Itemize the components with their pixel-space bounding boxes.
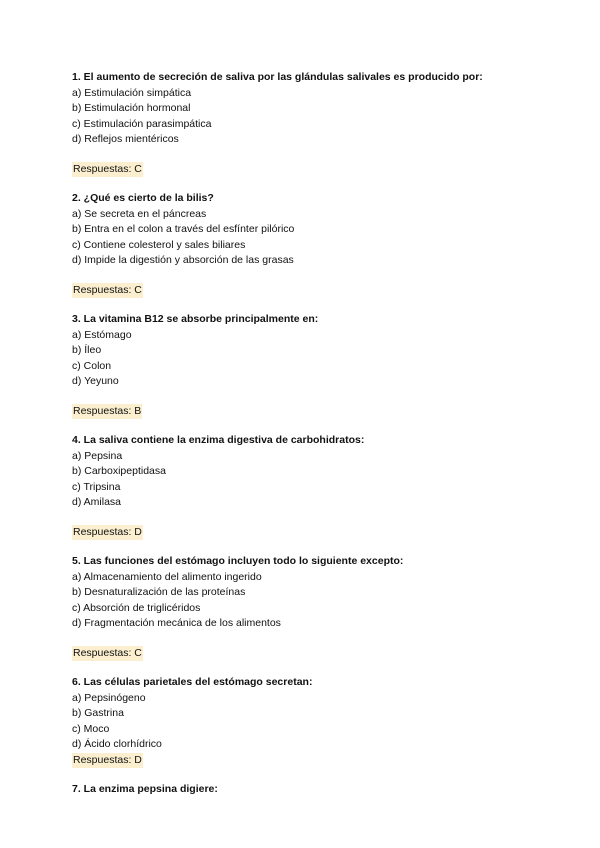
option-b: b) Carboxipeptidasa bbox=[72, 465, 166, 477]
question-title: 6. Las células parietales del estómago secretan: bbox=[72, 676, 313, 688]
option-c: c) Absorción de triglicéridos bbox=[72, 601, 201, 614]
answer-highlight: Respuestas: C bbox=[72, 646, 143, 662]
option-c: c) Contiene colesterol y sales biliares bbox=[72, 238, 246, 251]
option-d: d) Amilasa bbox=[72, 496, 122, 508]
question-title: 1. El aumento de secreción de saliva por las glándulas salivales es producido por: bbox=[72, 71, 483, 83]
option-b: b) Entra en el colon a través del esfínter pilórico bbox=[72, 223, 295, 235]
answer-highlight: Respuestas: D bbox=[72, 753, 143, 769]
question-title: 3. La vitamina B12 se absorbe principalmente en: bbox=[72, 313, 319, 325]
question-title: 7. La enzima pepsina digiere: bbox=[72, 783, 218, 795]
answer-highlight: Respuestas: B bbox=[72, 404, 142, 420]
option-b: b) Gastrina bbox=[72, 707, 124, 719]
answer-highlight: Respuestas: C bbox=[72, 162, 143, 178]
answer-highlight: Respuestas: C bbox=[72, 283, 143, 299]
option-a: a) Almacenamiento del alimento ingerido bbox=[72, 570, 262, 583]
answer-highlight: Respuestas: D bbox=[72, 525, 143, 541]
option-c: c) Moco bbox=[72, 722, 110, 735]
question-2 bbox=[72, 191, 552, 312]
option-a: a) Estimulación simpática bbox=[72, 86, 192, 99]
question-5 bbox=[72, 554, 552, 675]
question-1 bbox=[72, 70, 552, 191]
option-d: d) Yeyuno bbox=[72, 375, 119, 387]
question-7 bbox=[72, 782, 552, 798]
option-d: d) Impide la digestión y absorción de las grasas bbox=[72, 254, 294, 266]
option-a: a) Pepsinógeno bbox=[72, 691, 146, 704]
question-4 bbox=[72, 433, 552, 554]
option-b: b) Desnaturalización de las proteínas bbox=[72, 586, 246, 598]
option-a: a) Estómago bbox=[72, 328, 132, 341]
option-d: d) Fragmentación mecánica de los alimentos bbox=[72, 617, 281, 629]
question-3 bbox=[72, 312, 552, 433]
document-page bbox=[72, 70, 552, 798]
option-d: d) Ácido clorhídrico bbox=[72, 738, 162, 750]
option-c: c) Colon bbox=[72, 359, 112, 372]
option-a: a) Se secreta en el páncreas bbox=[72, 207, 207, 220]
question-6 bbox=[72, 675, 552, 782]
question-title: 5. Las funciones del estómago incluyen todo lo siguiente excepto: bbox=[72, 555, 404, 567]
option-a: a) Pepsina bbox=[72, 449, 123, 462]
question-title: 4. La saliva contiene la enzima digestiva de carbohidratos: bbox=[72, 434, 365, 446]
question-title: 2. ¿Qué es cierto de la bilis? bbox=[72, 192, 214, 204]
option-d: d) Reflejos mientéricos bbox=[72, 133, 179, 145]
option-b: b) Íleo bbox=[72, 344, 102, 356]
option-c: c) Estimulación parasimpática bbox=[72, 117, 212, 130]
option-b: b) Estimulación hormonal bbox=[72, 102, 191, 114]
option-c: c) Tripsina bbox=[72, 480, 121, 493]
